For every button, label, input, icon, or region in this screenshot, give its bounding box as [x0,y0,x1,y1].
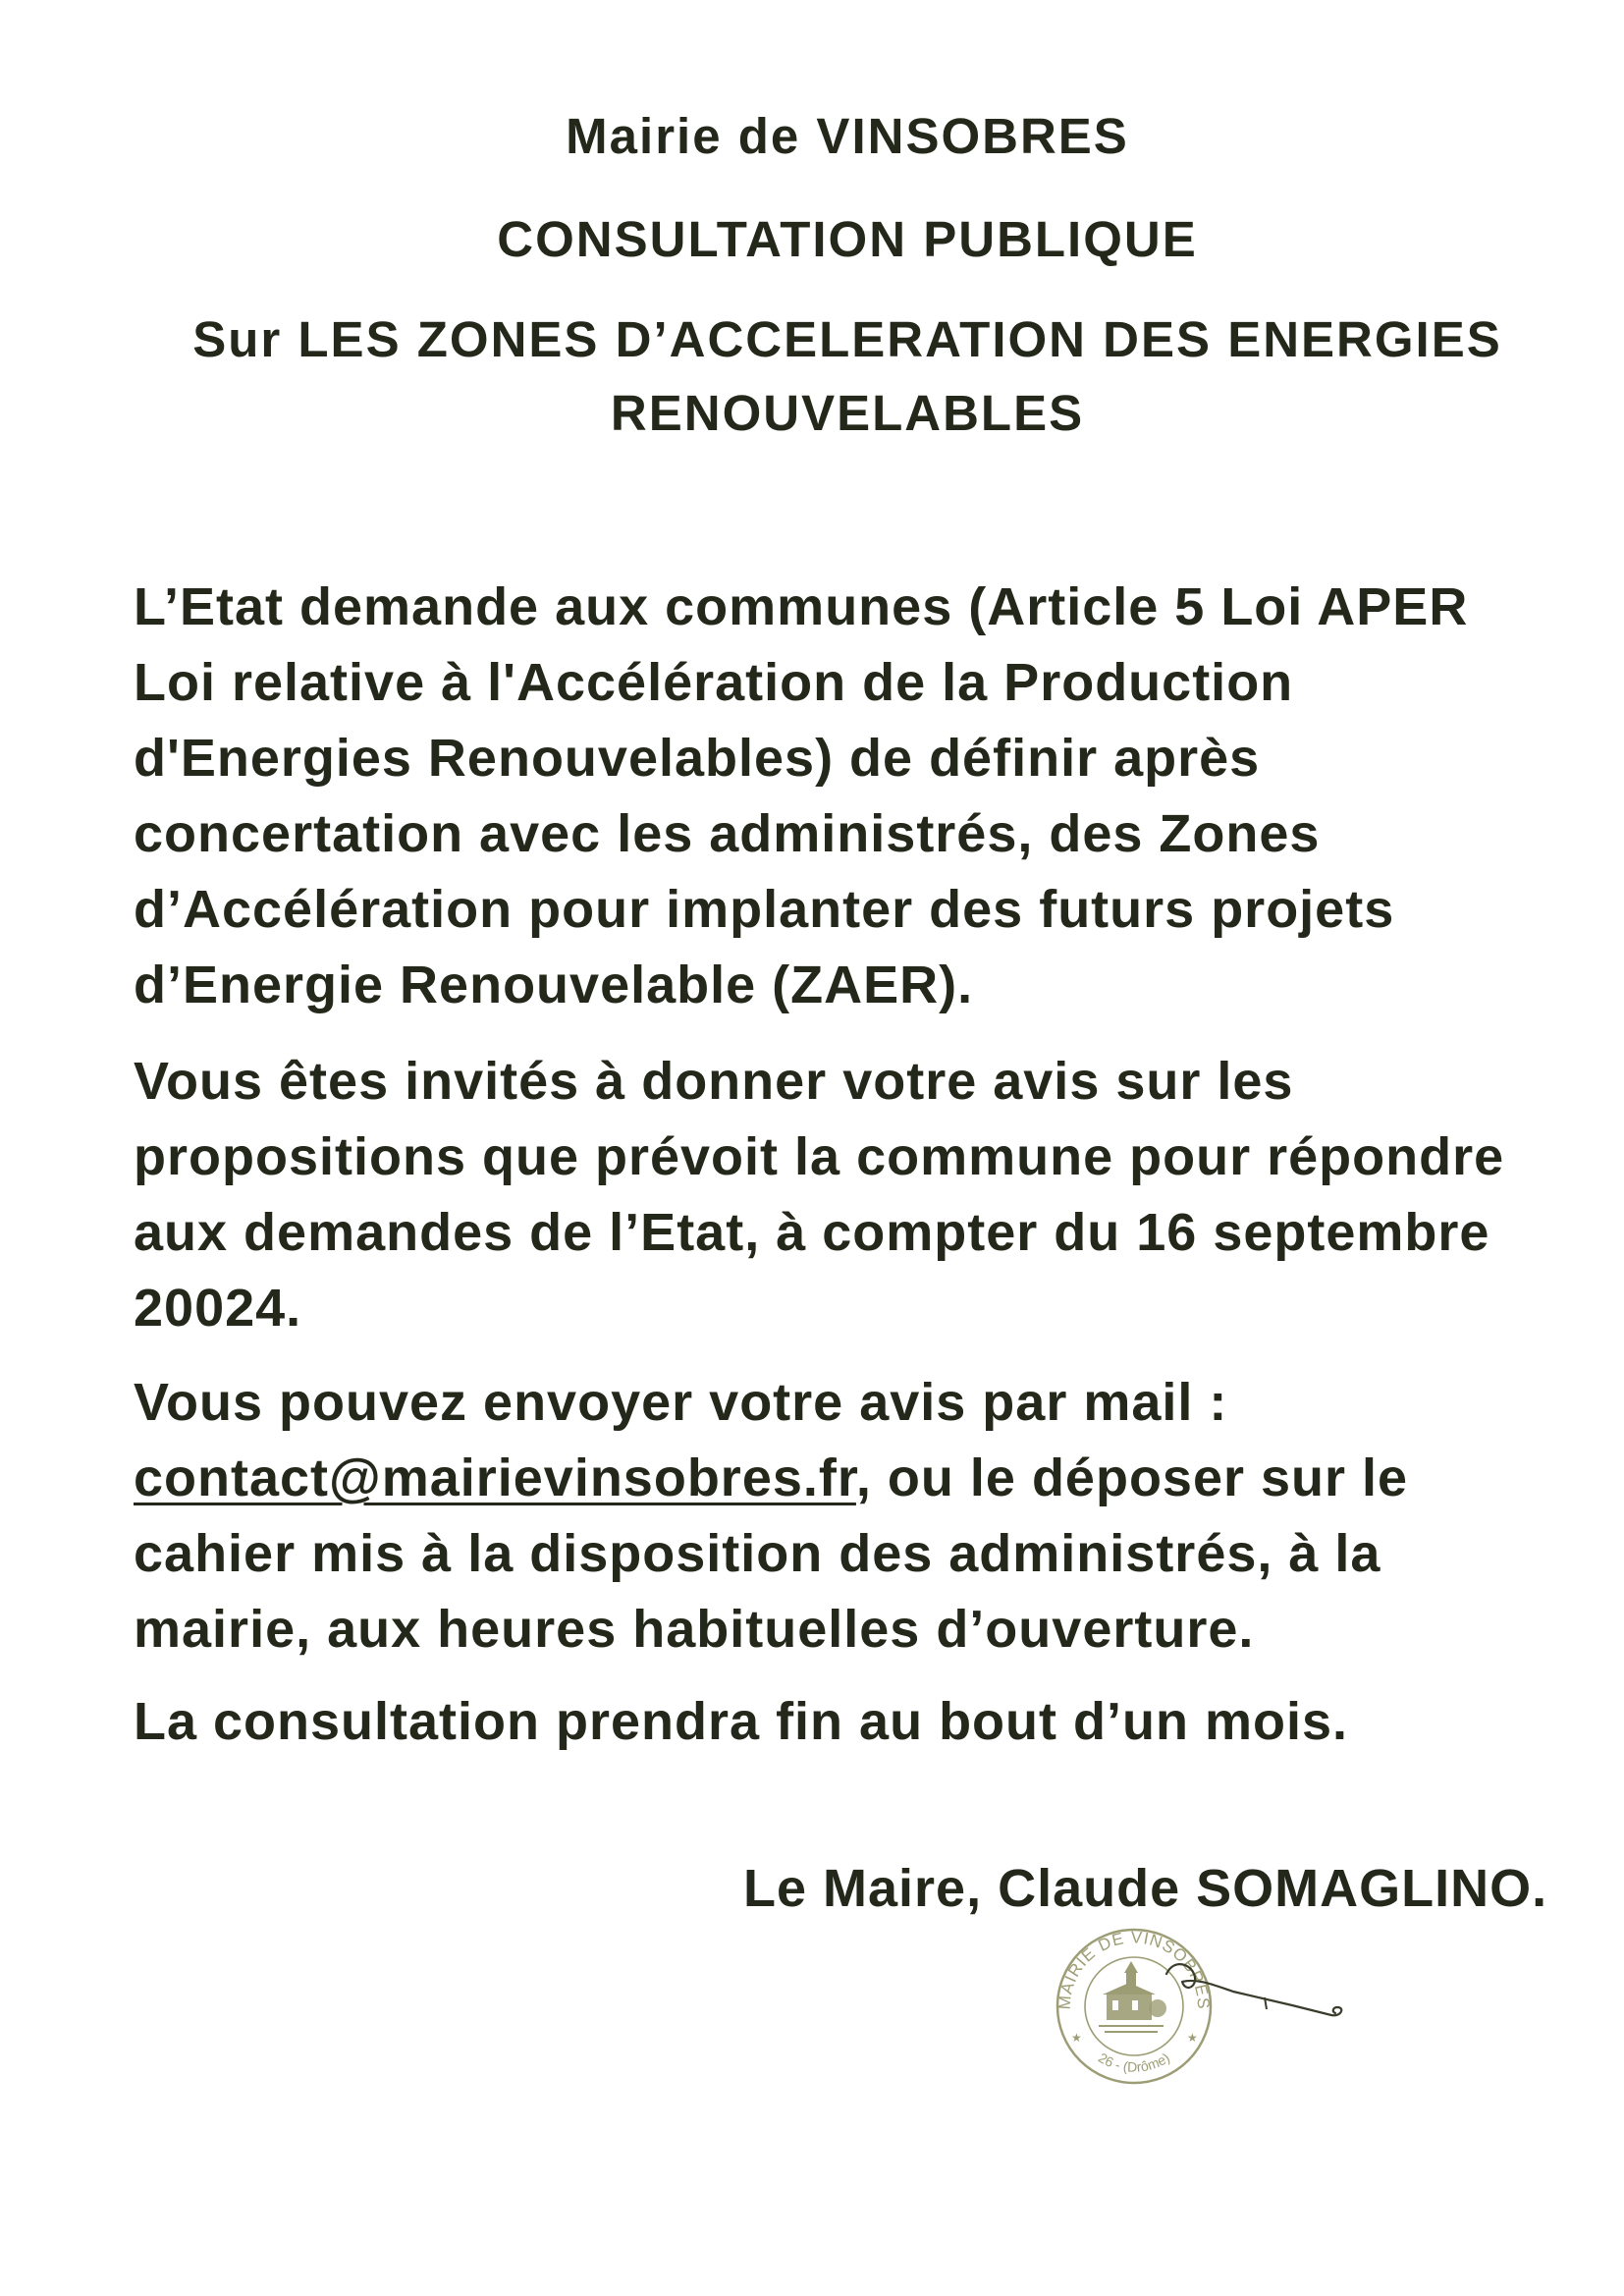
header-subject-line-1: Sur LES ZONES D’ACCELERATION DES ENERGIES [192,311,1502,367]
body-line: mairie, aux heures habituelles d’ouverture. [134,1600,1255,1659]
church-emblem-icon [1099,1961,1166,2032]
body-line: concertation avec les administrés, des Zones [134,804,1321,863]
seal-svg [1041,1915,1365,2102]
header-subject-line-2: RENOUVELABLES [610,385,1085,441]
header-consultation-title: CONSULTATION PUBLIQUE [497,211,1198,267]
seal-bottom-text: 26 - (Drôme) [1095,2049,1173,2075]
seal-and-signature [1041,1915,1365,2102]
body-line: d’Accélération pour implanter des futurs projets [134,880,1395,939]
header-mairie: Mairie de VINSOBRES [566,108,1129,164]
contact-email-link[interactable]: contact@mairievinsobres.fr [134,1449,856,1507]
seal-top-text: MAIRIE DE VINSOBRES [1055,1928,1214,2010]
body-line: propositions que prévoit la commune pour répondre [134,1127,1505,1186]
paragraph-how-to-respond [134,1365,1408,1667]
body-line: 20024. [134,1279,302,1338]
body-line: d’Energie Renouvelable (ZAER). [134,956,974,1014]
body-line: cahier mis à la disposition des administrés, à la [134,1524,1381,1583]
body-line: La consultation prendra fin au bout d’un mois. [134,1692,1349,1751]
body-line: Loi relative à l'Accélération de la Production [134,653,1294,712]
seal-star-icon: ★ [1071,2031,1082,2045]
body-line: Vous êtes invités à donner votre avis sur les [134,1052,1294,1111]
body-line: Vous pouvez envoyer votre avis par mail : [134,1373,1228,1432]
paragraph-state-request [134,570,1468,1023]
body-line: d'Energies Renouvelables) de définir après [134,729,1261,788]
body-line-email [134,1441,1408,1516]
email-line-suffix: , ou le déposer sur le [855,1449,1409,1507]
paragraph-closing [134,1684,1348,1760]
body-line: L’Etat demande aux communes (Article 5 Loi APER [134,577,1469,636]
seal-star-icon: ★ [1187,2031,1198,2045]
town-hall-seal-icon [1056,1928,1214,2083]
body-line: aux demandes de l’Etat, à compter du 16 septembre [134,1203,1490,1262]
mayor-signature-line: Le Maire, Claude SOMAGLINO. [743,1859,1548,1918]
paragraph-invitation [134,1044,1504,1346]
